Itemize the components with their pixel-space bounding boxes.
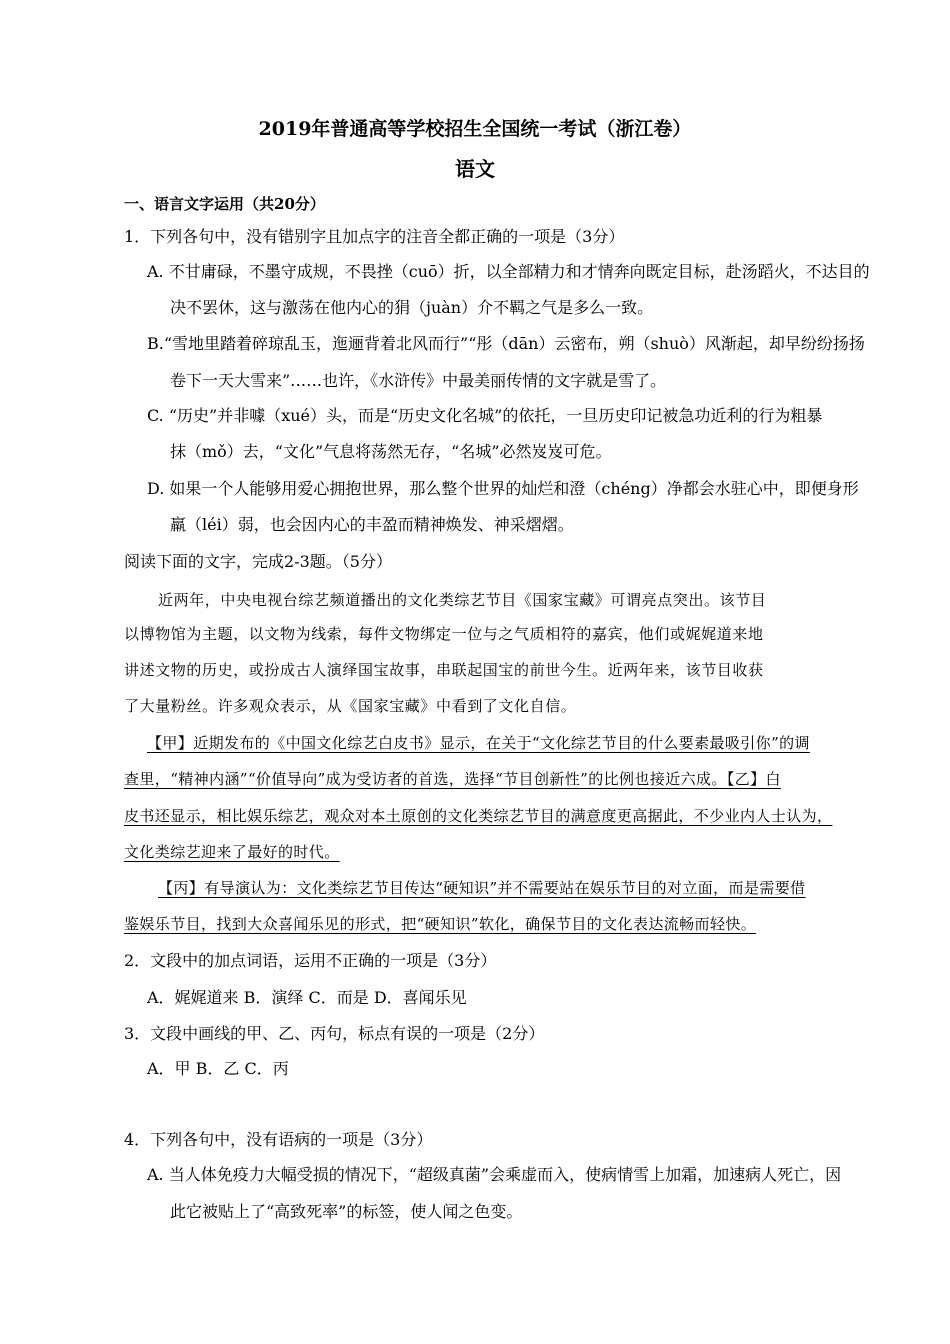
- question-3-options: A．甲 B．乙 C．丙: [147, 1059, 289, 1078]
- question-4-stem: 4．下列各句中，没有语病的一项是（3分）: [124, 1130, 433, 1149]
- question-3-stem: 3．文段中画线的甲、乙、丙句，标点有误的一项是（2分）: [124, 1024, 545, 1043]
- question-1-option-b-line2: 卷下一天大雪来”……也许，《水浒传》中最美丽传情的文字就是雪了。: [170, 371, 667, 390]
- underlined-sentence-line-1: 【甲】近期发布的《中国文化综艺白皮书》显示，在关于“文化综艺节目的什么要素最吸引你”的调: [147, 734, 810, 752]
- question-1-stem: 1．下列各句中，没有错别字且加点字的注音全都正确的一项是（3分）: [124, 227, 625, 246]
- question-1-option-d-line1: D. 如果一个人能够用爱心拥抱世界，那么整个世界的灿烂和澄（chéng）净都会水驻心中，即便身形: [147, 479, 859, 498]
- question-2-options: A．娓娓道来 B．演绎 C．而是 D．喜闻乐见: [147, 988, 467, 1007]
- section-heading: 一、语言文字运用（共20分）: [124, 195, 325, 213]
- underlined-sentence-line-2: 查里，“精神内涵”“价值导向”成为受访者的首选，选择“节目创新性”的比例也接近六成。【乙】白: [124, 770, 781, 788]
- question-1-option-c-line1: C. “历史”并非噱（xué）头，而是“历史文化名城”的依托，一旦历史印记被急功近利的行为粗暴: [147, 406, 823, 425]
- question-1-option-d-line2: 羸（léi）弱，也会因内心的丰盈而精神焕发、神采熠熠。: [170, 515, 574, 534]
- underlined-sentence-line-3: 皮书还显示，相比娱乐综艺，观众对本土原创的文化类综艺节目的满意度更高据此，不少业内人士认为，: [124, 807, 833, 825]
- passage-line-4: 了大量粉丝。许多观众表示，从《国家宝藏》中看到了文化自信。: [124, 697, 577, 715]
- reading-instructions: 阅读下面的文字，完成2-3题。（5分）: [124, 552, 392, 571]
- question-1-option-a-line2: 决不罢休，这与激荡在他内心的狷（juàn）介不羁之气是多么一致。: [170, 298, 654, 317]
- passage-line-1: 近两年，中央电视台综艺频道播出的文化类综艺节目《国家宝藏》可谓亮点突出。该节目: [158, 591, 767, 609]
- question-4-option-a-line1: A. 当人体免疫力大幅受损的情况下，“超级真菌”会乘虚而入，使病情雪上加霜，加速病人死亡，因: [147, 1165, 842, 1184]
- exam-title: 2019年普通高等学校招生全国统一考试（浙江卷）: [258, 118, 692, 140]
- underlined-sentence-line-6: 鉴娱乐节目，找到大众喜闻乐见的形式，把“硬知识”软化，确保节目的文化表达流畅而轻快。: [124, 915, 757, 933]
- question-1-option-b-line1: B.“雪地里踏着碎琼乱玉，迤逦背着北风而行”“彤（dān）云密布，朔（shuò）风渐起，却早纷纷扬扬: [147, 334, 865, 353]
- passage-line-2: 以博物馆为主题，以文物为线索，每件文物绑定一位与之气质相符的嘉宾，他们或娓娓道来地: [124, 625, 764, 643]
- passage-line-3: 讲述文物的历史，或扮成古人演绎国宝故事，串联起国宝的前世今生。近两年来，该节目收获: [124, 661, 764, 679]
- underlined-sentence-line-5: 【丙】有导演认为：文化类综艺节目传达“硬知识”并不需要站在娱乐节目的对立面，而是需要借: [158, 879, 806, 897]
- question-2-stem: 2．文段中的加点词语，运用不正确的一项是（3分）: [124, 951, 497, 970]
- question-4-option-a-line2: 此它被贴上了“高致死率”的标签，使人闻之色变。: [170, 1202, 523, 1221]
- question-1-option-a-line1: A. 不甘庸碌，不墨守成规，不畏挫（cuō）折，以全部精力和才情奔向既定目标，赴汤蹈火，不达目的: [147, 262, 870, 281]
- underlined-sentence-line-4: 文化类综艺迎来了最好的时代。: [124, 843, 340, 861]
- question-1-option-c-line2: 抹（mǒ）去，“文化”气息将荡然无存，“名城”必然岌岌可危。: [170, 442, 612, 461]
- subject-title: 语文: [455, 157, 495, 181]
